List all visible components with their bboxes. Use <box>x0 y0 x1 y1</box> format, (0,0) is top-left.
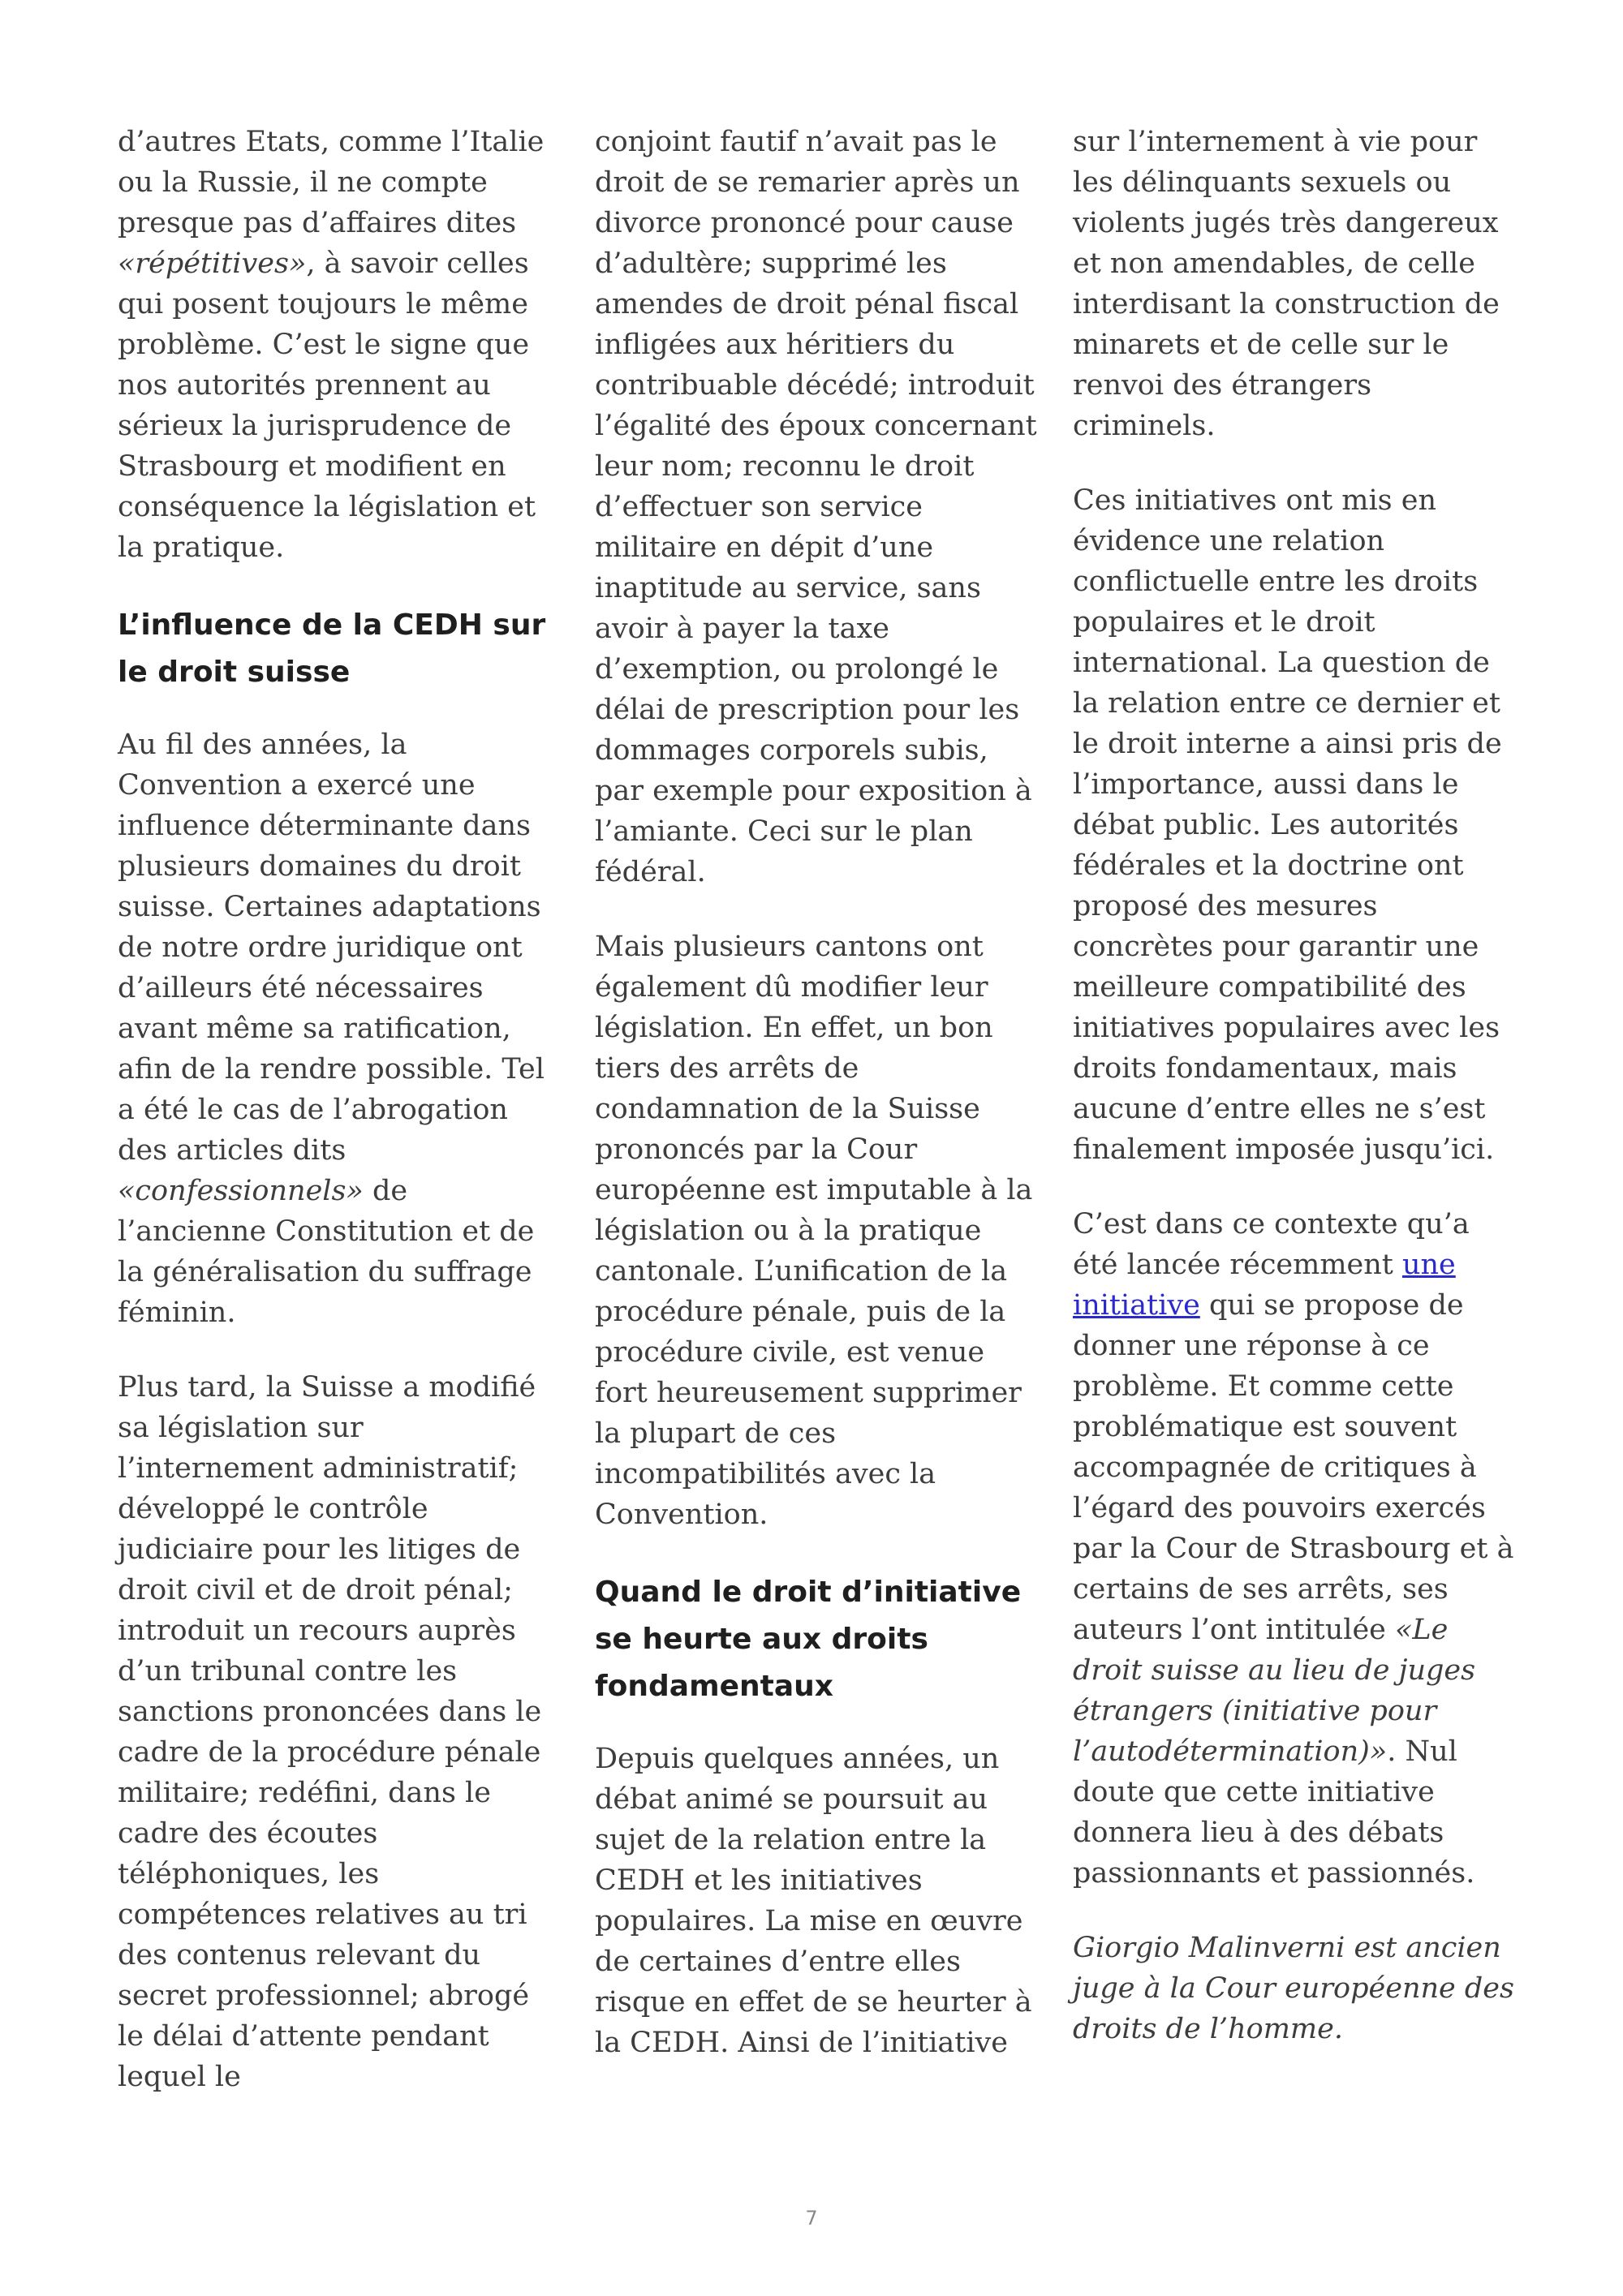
paragraph: Au fil des années, la Convention a exercé une influence déterminante dans plusieurs domaines du droit suisse. Certaines adaptations de notre ordre juridique ont d’ailleurs été nécessaires avant même sa ratification, afin de la rendre possible. Tel a été le cas de l’abrogation des articles dits «confessionnels» de l’ancienne Constitution et de la généralisation du suffrage féminin. <box>118 729 545 1329</box>
paragraph: C’est dans ce contexte qu’a été lancée récemment une initiative qui se propose de donner une réponse à ce problème. Et comme cette problématique est souvent accompagnée de critiques à l’égard des pouvoirs exercés par la Cour de Strasbourg et à certains de ses arrêts, ses auteurs l’ont intitulée «Le droit suisse au lieu de juges étrangers (initiative pour l’autodétermination)». Nul doute que cette initiative donnera lieu à des débats passionnants et passionnés. <box>1073 1208 1514 1890</box>
page-number: 7 <box>805 2207 818 2229</box>
author-note: Giorgio Malinverni est ancien juge à la Cour européenne des droits de l’homme. <box>1073 1932 1514 2045</box>
paragraph: Mais plusieurs cantons ont également dû modifier leur législation. En effet, un bon tiers des arrêts de condamnation de la Suisse prononcés par la Cour européenne est imputable à la législation ou à la pratique cantonale. L’unification de la procédure pénale, puis de la procédure civile, est venue fort heureusement supprimer la plupart de ces incompatibilités avec la Convention. <box>595 931 1033 1531</box>
paragraph: Plus tard, la Suisse a modifié sa législation sur l’internement administratif; développé le contrôle judiciaire pour les litiges de droit civil et de droit pénal; introduit un recours auprès d’un tribunal contre les sanctions prononcées dans le cadre de la procédure pénale militaire; redéfini, dans le cadre des écoutes téléphoniques, les compétences relatives au tri des contenus relevant du secret professionnel; abrogé le délai d’attente pendant lequel le <box>118 1371 542 2093</box>
paragraph: sur l’internement à vie pour les délinquants sexuels ou violents jugés très dangereux et non amendables, de celle interdisant la construction de minarets et de celle sur le renvoi des étrangers criminels. <box>1073 126 1500 442</box>
paragraph: conjoint fautif n’avait pas le droit de se remarier après un divorce prononcé pour cause d’adultère; supprimé les amendes de droit pénal fiscal infligées aux héritiers du contribuable décédé; introduit l’égalité des époux concernant leur nom; reconnu le droit d’effectuer son service militaire en dépit d’une inaptitude au service, sans avoir à payer la taxe d’exemption, ou prolongé le délai de prescription pour les dommages corporels subis, par exemple pour exposition à l’amiante. Ceci sur le plan fédéral. <box>595 126 1037 888</box>
section-heading-cedh-influence: L’influence de la CEDH sur le droit suisse <box>118 608 546 689</box>
paragraph: d’autres Etats, comme l’Italie ou la Russie, il ne compte presque pas d’affaires dites «répétitives», à savoir celles qui posent toujours le même problème. C’est le signe que nos autorités prennent au sérieux la jurisprudence de Strasbourg et modifient en conséquence la législation et la pratique. <box>118 126 545 564</box>
paragraph: Depuis quelques années, un débat animé se poursuit au sujet de la relation entre la CEDH et les initiatives populaires. La mise en œuvre de certaines d’entre elles risque en effet de se heurter à la CEDH. Ainsi de l’initiative <box>595 1743 1032 2059</box>
column-2 <box>595 122 1037 2097</box>
section-heading-initiative-rights: Quand le droit d’initiative se heurte aux droits fondamentaux <box>595 1576 1022 1703</box>
paragraph: Ces initiatives ont mis en évidence une relation conflictuelle entre les droits populaires et le droit international. La question de la relation entre ce dernier et le droit interne a ainsi pris de l’importance, aussi dans le débat public. Les autorités fédérales et la doctrine ont proposé des mesures concrètes pour garantir une meilleure compatibilité des initiatives populaires avec les droits fondamentaux, mais aucune d’entre elles ne s’est finalement imposée jusqu’ici. <box>1073 484 1502 1166</box>
column-1 <box>118 122 560 2131</box>
column-3 <box>1073 122 1515 2083</box>
initiative-link[interactable]: une initiative <box>1073 1249 1456 1322</box>
